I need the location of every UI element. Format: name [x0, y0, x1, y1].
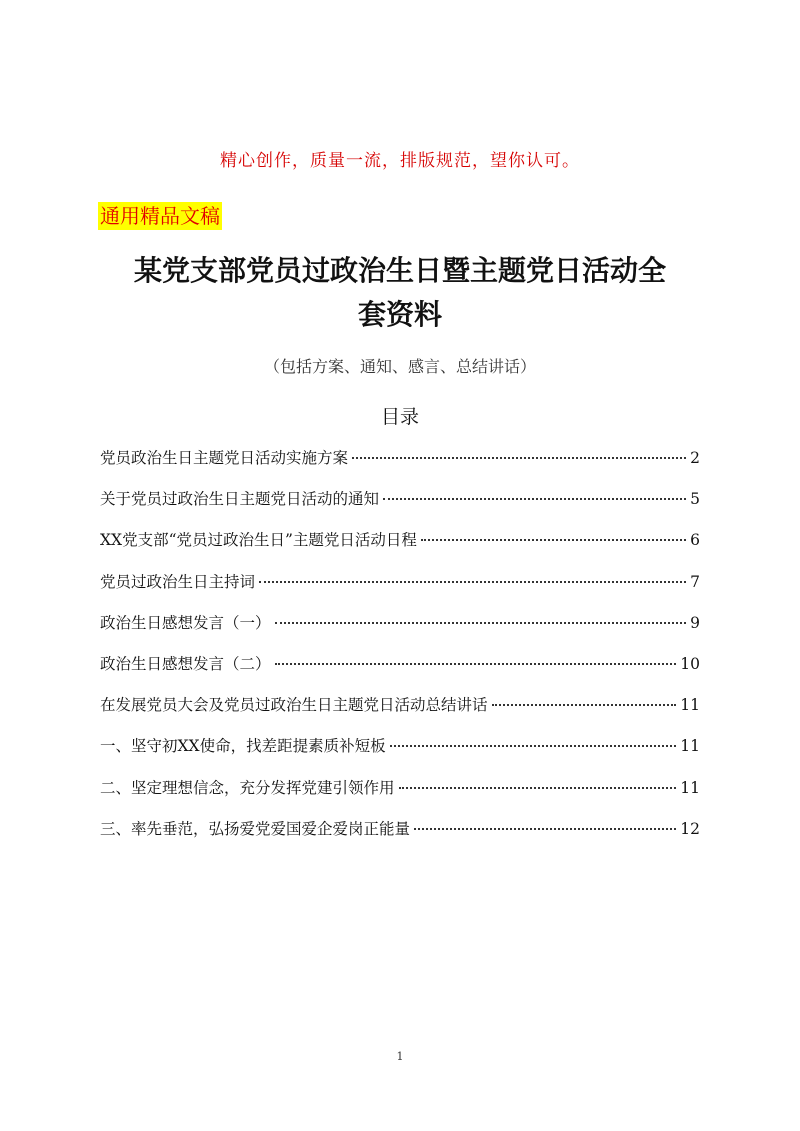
toc-entry-title: 党员过政治生日主持词: [100, 572, 256, 591]
toc-entry-page: 10: [680, 654, 700, 673]
toc-entry[interactable]: [100, 776, 700, 817]
tagline: 精心创作，质量一流，排版规范，望你认可。: [220, 151, 580, 171]
toc-entry-title: 二、坚定理想信念，充分发挥党建引领作用: [100, 778, 395, 797]
toc-entry-page: 2: [690, 449, 700, 467]
document-title-line-2: 套资料: [357, 298, 442, 331]
toc-entry[interactable]: [100, 652, 700, 693]
toc-leader-dots: [275, 622, 687, 624]
toc-leader-dots: [414, 828, 676, 830]
toc-entry-page: 6: [690, 531, 700, 550]
toc-leader-dots: [421, 539, 686, 541]
toc-entry-page: 11: [680, 737, 700, 756]
toc-leader-dots: [383, 498, 686, 500]
toc-entry[interactable]: [100, 693, 700, 734]
toc-entry[interactable]: [100, 734, 700, 775]
toc-entry[interactable]: [100, 487, 700, 528]
toc-entry-title: XX党支部“党员过政治生日”主题党日活动日程: [100, 531, 417, 550]
page-number: 1: [396, 1050, 404, 1063]
toc-entry-page: 9: [690, 613, 700, 632]
toc-entry-page: 5: [690, 490, 700, 509]
toc-leader-dots: [492, 704, 677, 706]
table-of-contents: [100, 446, 700, 858]
toc-leader-dots: [390, 745, 677, 747]
toc-entry-title: 三、率先垂范，弘扬爱党爱国爱企爱岗正能量: [100, 819, 411, 838]
document-subtitle: （包括方案、通知、感言、总结讲话）: [263, 357, 536, 376]
toc-entry-page: 7: [690, 572, 700, 591]
toc-entry[interactable]: [100, 570, 700, 611]
toc-leader-dots: [275, 663, 677, 665]
toc-entry-page: 11: [680, 696, 700, 715]
toc-entry-title: 政治生日感想发言（一）: [100, 613, 271, 632]
toc-entry[interactable]: [100, 446, 700, 487]
toc-entry-title: 一、坚守初XX使命，找差距提素质补短板: [100, 737, 386, 756]
toc-entry-title: 党员政治生日主题党日活动实施方案: [100, 449, 349, 467]
toc-entry-page: 12: [680, 819, 700, 838]
toc-entry-title: 在发展党员大会及党员过政治生日主题党日活动总结讲话: [100, 696, 488, 715]
toc-leader-dots: [352, 457, 686, 459]
document-title: [0, 252, 800, 340]
toc-entry-title: 政治生日感想发言（二）: [100, 654, 271, 673]
toc-entry[interactable]: [100, 611, 700, 652]
toc-heading: 目录: [380, 406, 419, 428]
toc-entry[interactable]: [100, 528, 700, 569]
quality-badge: 通用精品文稿: [100, 204, 220, 228]
toc-entry-title: 关于党员过政治生日主题党日活动的通知: [100, 490, 380, 509]
toc-entry[interactable]: [100, 817, 700, 858]
toc-entry-page: 11: [680, 778, 700, 797]
toc-leader-dots: [259, 581, 686, 583]
document-title-line-1: 某党支部党员过政治生日暨主题党日活动全: [133, 254, 666, 287]
toc-leader-dots: [399, 787, 677, 789]
